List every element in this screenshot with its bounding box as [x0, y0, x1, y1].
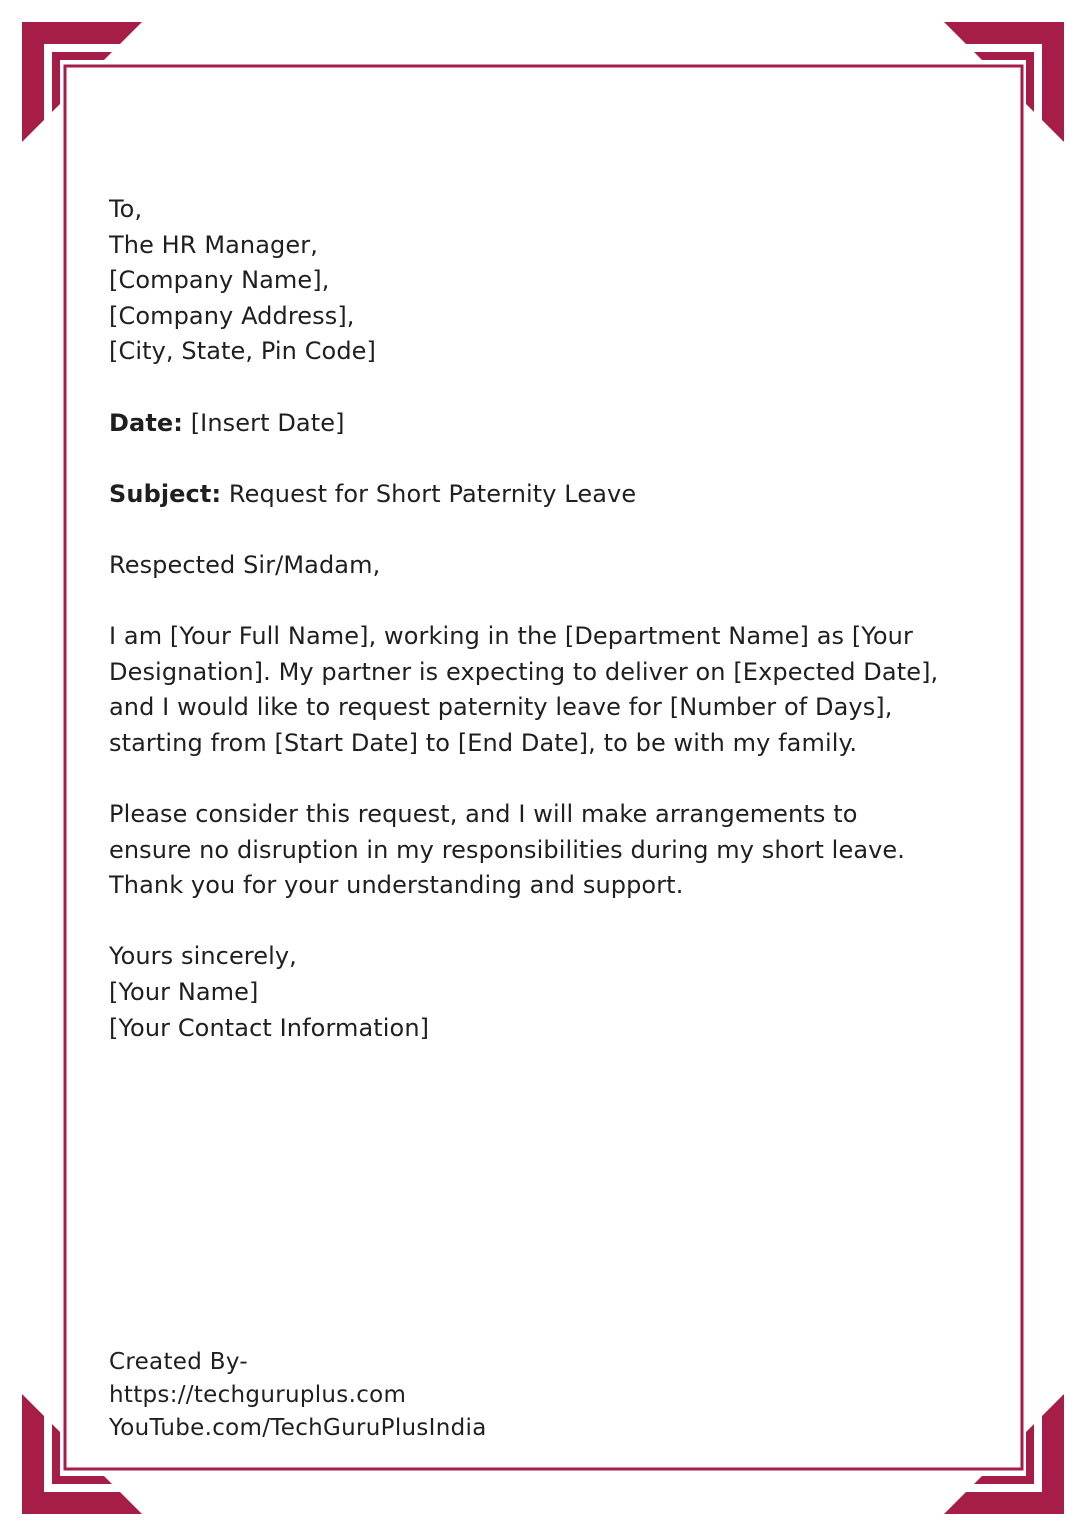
sender-contact: [Your Contact Information]: [109, 1013, 430, 1042]
letter-body: [109, 192, 989, 1046]
paragraph-line: and I would like to request paternity leave for [Number of Days],: [109, 693, 893, 722]
closing-block: [109, 939, 989, 1046]
website-link[interactable]: https://techguruplus.com: [109, 1382, 407, 1408]
body-paragraph-2: [109, 797, 989, 904]
corner-ornament-bottom-right: [944, 1394, 1064, 1514]
subject-line: [109, 477, 989, 513]
created-by: Created By-: [109, 1349, 248, 1375]
paragraph-line: Please consider this request, and I will make arrangements to: [109, 800, 858, 829]
date-label: Date:: [109, 408, 183, 437]
footer-credits: [109, 1346, 487, 1445]
recipient-to: To,: [109, 195, 143, 223]
paragraph-line: ensure no disruption in my responsibilities during my short leave.: [109, 835, 906, 864]
subject-label: Subject:: [109, 479, 222, 508]
paragraph-line: starting from [Start Date] to [End Date], to be with my family.: [109, 728, 858, 757]
recipient-address: [Company Address],: [109, 301, 355, 330]
date-value: [Insert Date]: [182, 408, 345, 437]
recipient-city: [City, State, Pin Code]: [109, 337, 377, 366]
corner-ornament-top-left: [22, 22, 142, 142]
corner-ornament-top-right: [944, 22, 1064, 142]
date-line: [109, 406, 989, 442]
paragraph-line: I am [Your Full Name], working in the [Department Name] as [Your: [109, 622, 913, 651]
sign-off: Yours sincerely,: [109, 942, 297, 971]
salutation-text: Respected Sir/Madam,: [109, 550, 381, 579]
sender-name: [Your Name]: [109, 978, 259, 1007]
subject-value: Request for Short Paternity Leave: [221, 479, 637, 508]
body-paragraph-1: [109, 619, 989, 761]
salutation: [109, 548, 989, 584]
youtube-link[interactable]: YouTube.com/TechGuruPlusIndia: [109, 1415, 487, 1441]
paragraph-line: Thank you for your understanding and support.: [109, 871, 684, 900]
recipient-title: The HR Manager,: [109, 230, 318, 259]
recipient-block: [109, 192, 989, 370]
recipient-company: [Company Name],: [109, 266, 330, 295]
paragraph-line: Designation]. My partner is expecting to deliver on [Expected Date],: [109, 657, 939, 686]
